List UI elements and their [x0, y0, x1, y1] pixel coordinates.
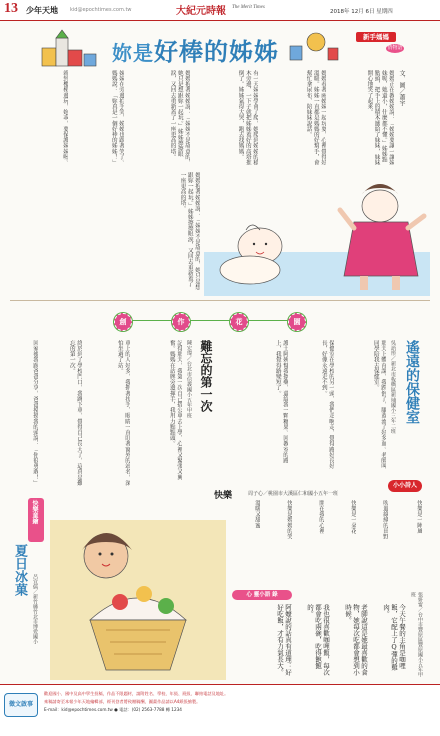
story-text-column: 保健室在學校的另一頭，我們走啊走，覺得路好長好長，好像永遠走不到。 — [320, 340, 334, 469]
story-text-column: 護士阿姨幫我擦藥，還給我一顆糖果。回教室的路上，我覺得路變短了。 — [274, 340, 288, 464]
story-author: 吳語形／新北市板橋區新埔國小三年二班 — [390, 340, 396, 434]
footer-text: 歡迎國小、國中及高中學生投稿，作品不限題材，請附姓名、學校、年級、班級、聯絡電話及地址。 — [44, 691, 229, 696]
poem-line: 快樂是一陣風 — [416, 500, 422, 534]
poem-author: 周子心／桃園市大溪區仁和國小五年一班 — [248, 491, 339, 497]
story-text-column: 媽媽正在教姊姊說：「姊姊要讓一讓妹妹喔，她還小，什麼都不懂。」姊姊點點頭，把手上的積木遞給了妹妹，妹妹開心地笑了起來。 — [366, 70, 394, 166]
story-title-prefix: 妳是 — [112, 41, 154, 65]
story-text-column: 車上的人好多，我抓著扶手，眼睛一直盯著窗外的站名，深怕坐過了站。 — [116, 340, 130, 486]
heart-text-column: 今天午餐的主角是咖哩飯，它配上了Q彈的雞肉。 — [382, 604, 406, 671]
garden-flower-badge: 作 — [172, 313, 190, 331]
poem-line: 吹過綠綠的田野 — [382, 500, 388, 540]
art-badge: 快樂童繪 — [31, 500, 38, 524]
poem-line: 快樂是一朵花 — [350, 500, 356, 534]
art-author: 呂宜儒／新竹縣竹北市博愛國小 — [32, 574, 38, 644]
footer — [0, 684, 440, 736]
garden-flower-badge: 創 — [114, 313, 132, 331]
story-text-column: 那天上體育課，我跌倒了，膝蓋流了好多血。老師叫同學陪我去保健室。 — [372, 340, 386, 469]
column-badge-sub: 情物語 — [387, 45, 403, 51]
section-title: 少年天地 — [26, 6, 58, 15]
garden-vine — [132, 320, 172, 321]
heart-text-column: 我也很喜歡咖哩飯，每次都會吃兩碗，吃得飽飽的。 — [306, 604, 330, 676]
heart-text-column: 老師說這是她最喜歡的食物，她每次吃都會想到小時候。 — [344, 604, 368, 676]
section-email: kid@epochtimes.com.tw — [70, 7, 132, 13]
heart-words-badge: 心 靈小語 錄 — [232, 590, 292, 600]
garden-vine — [190, 320, 230, 321]
story-title — [112, 32, 279, 67]
heart-author: 張妍甯／台中市豐原區豐原國小五年甲班 — [410, 592, 423, 677]
story-title: 遙遠的保健室 — [404, 340, 420, 424]
story-text-column: 回家後我跟爸爸分享，爸爸摸摸我的頭說：「你很勇敢！」 — [32, 340, 38, 486]
section-divider — [10, 300, 430, 301]
story-author: 陳宏瑋／台北市信義國小五年甲班 — [186, 340, 192, 418]
issue-date: 2018年 12月 6日 星期四 — [330, 9, 393, 15]
poem-line: 快樂是媽媽的笑 — [286, 500, 292, 540]
call-for-submissions-label: 徵文啟事 — [4, 693, 38, 717]
garden-flower-badge: 花 — [230, 313, 248, 331]
heart-text-column: 阿嬤說的話真有道理：好好吃飯，才有力氣長大。 — [276, 604, 292, 676]
shaved-ice-illustration — [50, 520, 226, 680]
story-text-column: 媽媽看著兩姊妹一起玩耍，心裡覺得好溫暖。姊姊一直都是媽媽的好幫手，會幫忙拿尿布、陪妹妹說話。 — [305, 70, 326, 166]
page-header — [0, 0, 440, 21]
sisters-illustration — [204, 172, 430, 296]
story-text-column: 妹妹在旁邊拍手笑，姊姊也跟著笑了。媽媽說：「妳真是一個好棒的姊姊！」 — [110, 70, 124, 166]
footer-contact[interactable]: E-mail：kid@epochtimes.com.tw ● 電話：(02) 2563-7788 轉 1234 — [44, 707, 182, 712]
poem-title: 快樂 — [214, 491, 233, 501]
toy-rattle-illustration — [286, 30, 344, 64]
story-text-column: 就到樓梯邊玩，妳乖，要保護妹妹喔。 — [62, 70, 68, 166]
poem-line: 溫暖又甜蜜 — [254, 500, 260, 528]
story-text-column: 有一天妹妹學會了爬，她爬到姊姊的積木旁邊，一下子就把姊姊蓋好的高塔推倒了。姊姊氣得大哭，跑去找媽媽。 — [237, 70, 258, 166]
story-text-column: 媽媽抱著姊姊說：「妹妹不是故意的，她只是想跟妳一起玩。」姊姊擦擦眼淚，又回去重新蓋了一座更高的塔。 — [169, 70, 190, 166]
story-text-column: 終於到了學校門口，我跳下車，覺得自己長大了，這真是難忘的第一次。 — [68, 340, 82, 486]
story-title: 難忘的第一次 — [199, 340, 213, 412]
story-text-column: 記得那天，我第一次自己搭公車去上學，心裡又緊張又興奮。媽媽在站牌旁邊揮手，我用力點點頭。 — [168, 340, 182, 480]
garden-vine — [248, 320, 288, 321]
garden-flower-badge: 園 — [288, 313, 306, 331]
story-author: 文．圖／蕭宇 — [398, 70, 405, 106]
poem-line: 開在我的心裡 — [318, 500, 324, 534]
poem-badge: 小小詩人 — [388, 480, 422, 492]
page-number: 13 — [4, 1, 18, 16]
art-title: 夏日冰菓 — [12, 544, 27, 596]
building-blocks-illustration — [38, 28, 106, 68]
newspaper-logo-en: The Merit Times — [232, 5, 265, 10]
newspaper-logo: 大紀元時報 — [176, 6, 226, 17]
story-text-column: 媽媽抱著姊姊說：「妹妹不是故意的，她只是想跟妳一起玩。」姊姊擦擦眼淚，又回去重新蓋了一座更高的塔。 — [179, 172, 200, 290]
column-badge: 新手媽媽 — [356, 32, 396, 42]
story-title-highlight: 好棒的姊姊 — [154, 38, 279, 66]
footer-text: 來稿請寄至本報少年天地編輯部，經刊登者將致贈稿酬，圖畫作品請以A4紙張繪製。 — [44, 699, 201, 704]
